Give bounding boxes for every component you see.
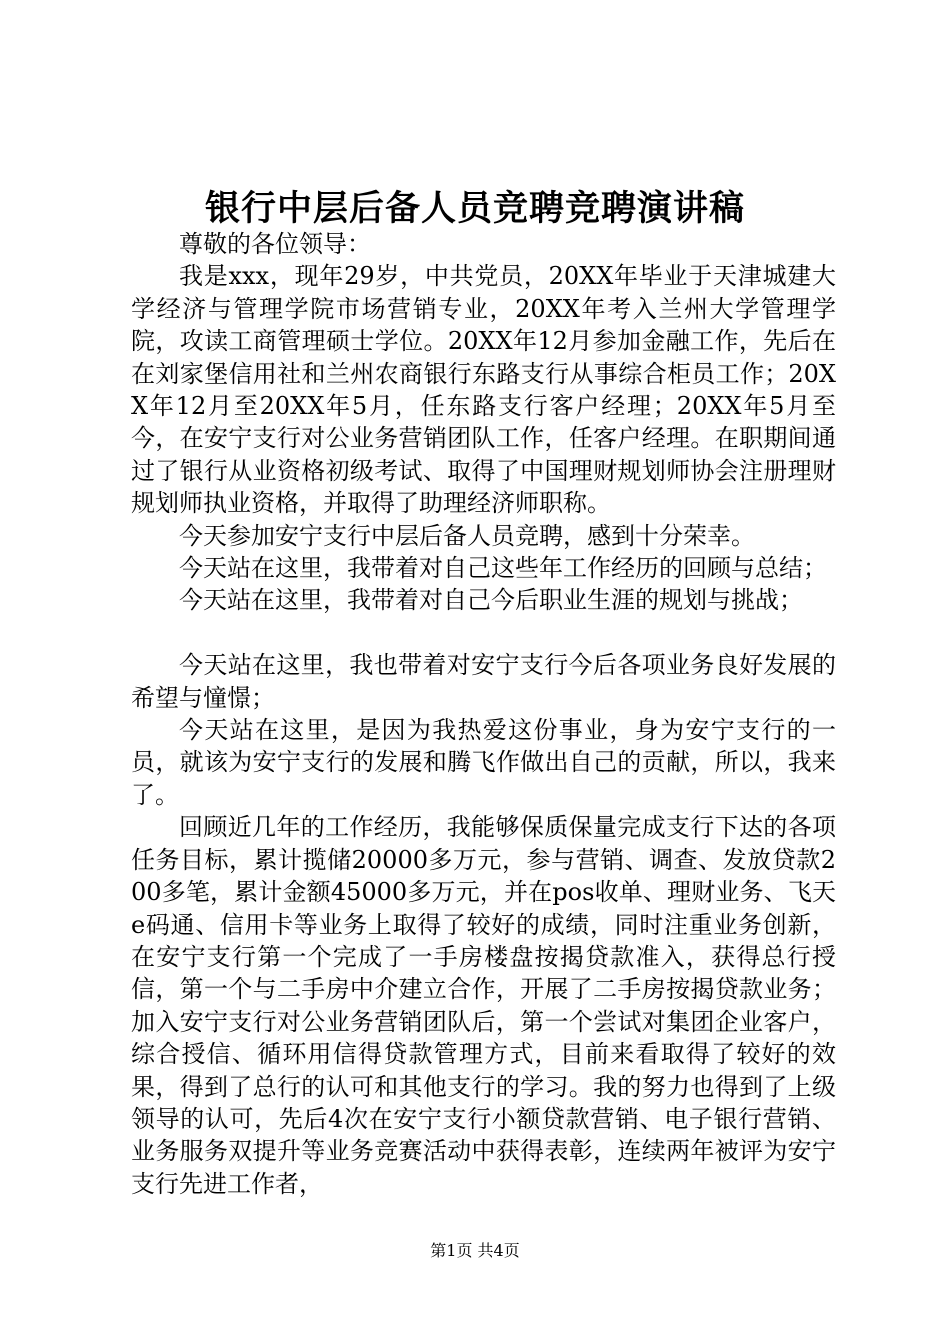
document-body (131, 228, 836, 1200)
paragraph-introduction: 我是xxx，现年29岁，中共党员，20XX年毕业于天津城建大学经济与管理学院市场营销专业，20XX年考入兰州大学管理学院，攻读工商管理硕士学位。20XX年12月参加金融工作，先后在在刘家堡信用社和兰州农商银行东路支行从事综合柜员工作；20XX年12月至20XX年5月，任东路支行客户经理；20XX年5月至今，在安宁支行对公业务营销团队工作，任客户经理。在职期间通过了银行从业资格初级考试、取得了中国理财规划师协会注册理财规划师执业资格，并取得了助理经济师职称。 (131, 262, 836, 518)
page-footer: 第1页 共4页 (430, 1241, 520, 1260)
paragraph-career-plan: 今天站在这里，我带着对自己今后职业生涯的规划与挑战； (179, 586, 803, 615)
paragraph-spacer (131, 617, 836, 649)
paragraph-work-history: 回顾近几年的工作经历，我能够保质保量完成支行下达的各项任务目标，累计揽储20000多万元，参与营销、调查、发放贷款200多笔，累计金额45000多万元，并在pos收单、理财业务、飞天e码通、信用卡等业务上取得了较好的成绩，同时注重业务创新，在安宁支行第一个完成了一手房楼盘按揭贷款准入，获得总行授信，第一个与二手房中介建立合作，开展了二手房按揭贷款业务；加入安宁支行对公业务营销团队后，第一个尝试对集团企业客户，综合授信、循环用信得贷款管理方式，目前来看取得了较好的效果，得到了总行的认可和其他支行的学习。我的努力也得到了上级领导的认可，先后4次在安宁支行小额贷款营销、电子银行营销、业务服务双提升等业务竞赛活动中获得表彰，连续两年被评为安宁支行先进工作者， (131, 813, 836, 1198)
document-title: 银行中层后备人员竞聘竞聘演讲稿 (204, 188, 745, 229)
paragraph-honored: 今天参加安宁支行中层后备人员竞聘，感到十分荣幸。 (179, 521, 755, 550)
paragraph-passion: 今天站在这里，是因为我热爱这份事业，身为安宁支行的一员，就该为安宁支行的发展和腾飞作做出自己的贡献，所以，我来了。 (131, 716, 836, 809)
paragraph-salutation: 尊敬的各位领导： (179, 230, 371, 258)
paragraph-hope: 今天站在这里，我也带着对安宁支行今后各项业务良好发展的希望与憧憬； (131, 651, 836, 712)
paragraph-review: 今天站在这里，我带着对自己这些年工作经历的回顾与总结； (179, 554, 827, 583)
